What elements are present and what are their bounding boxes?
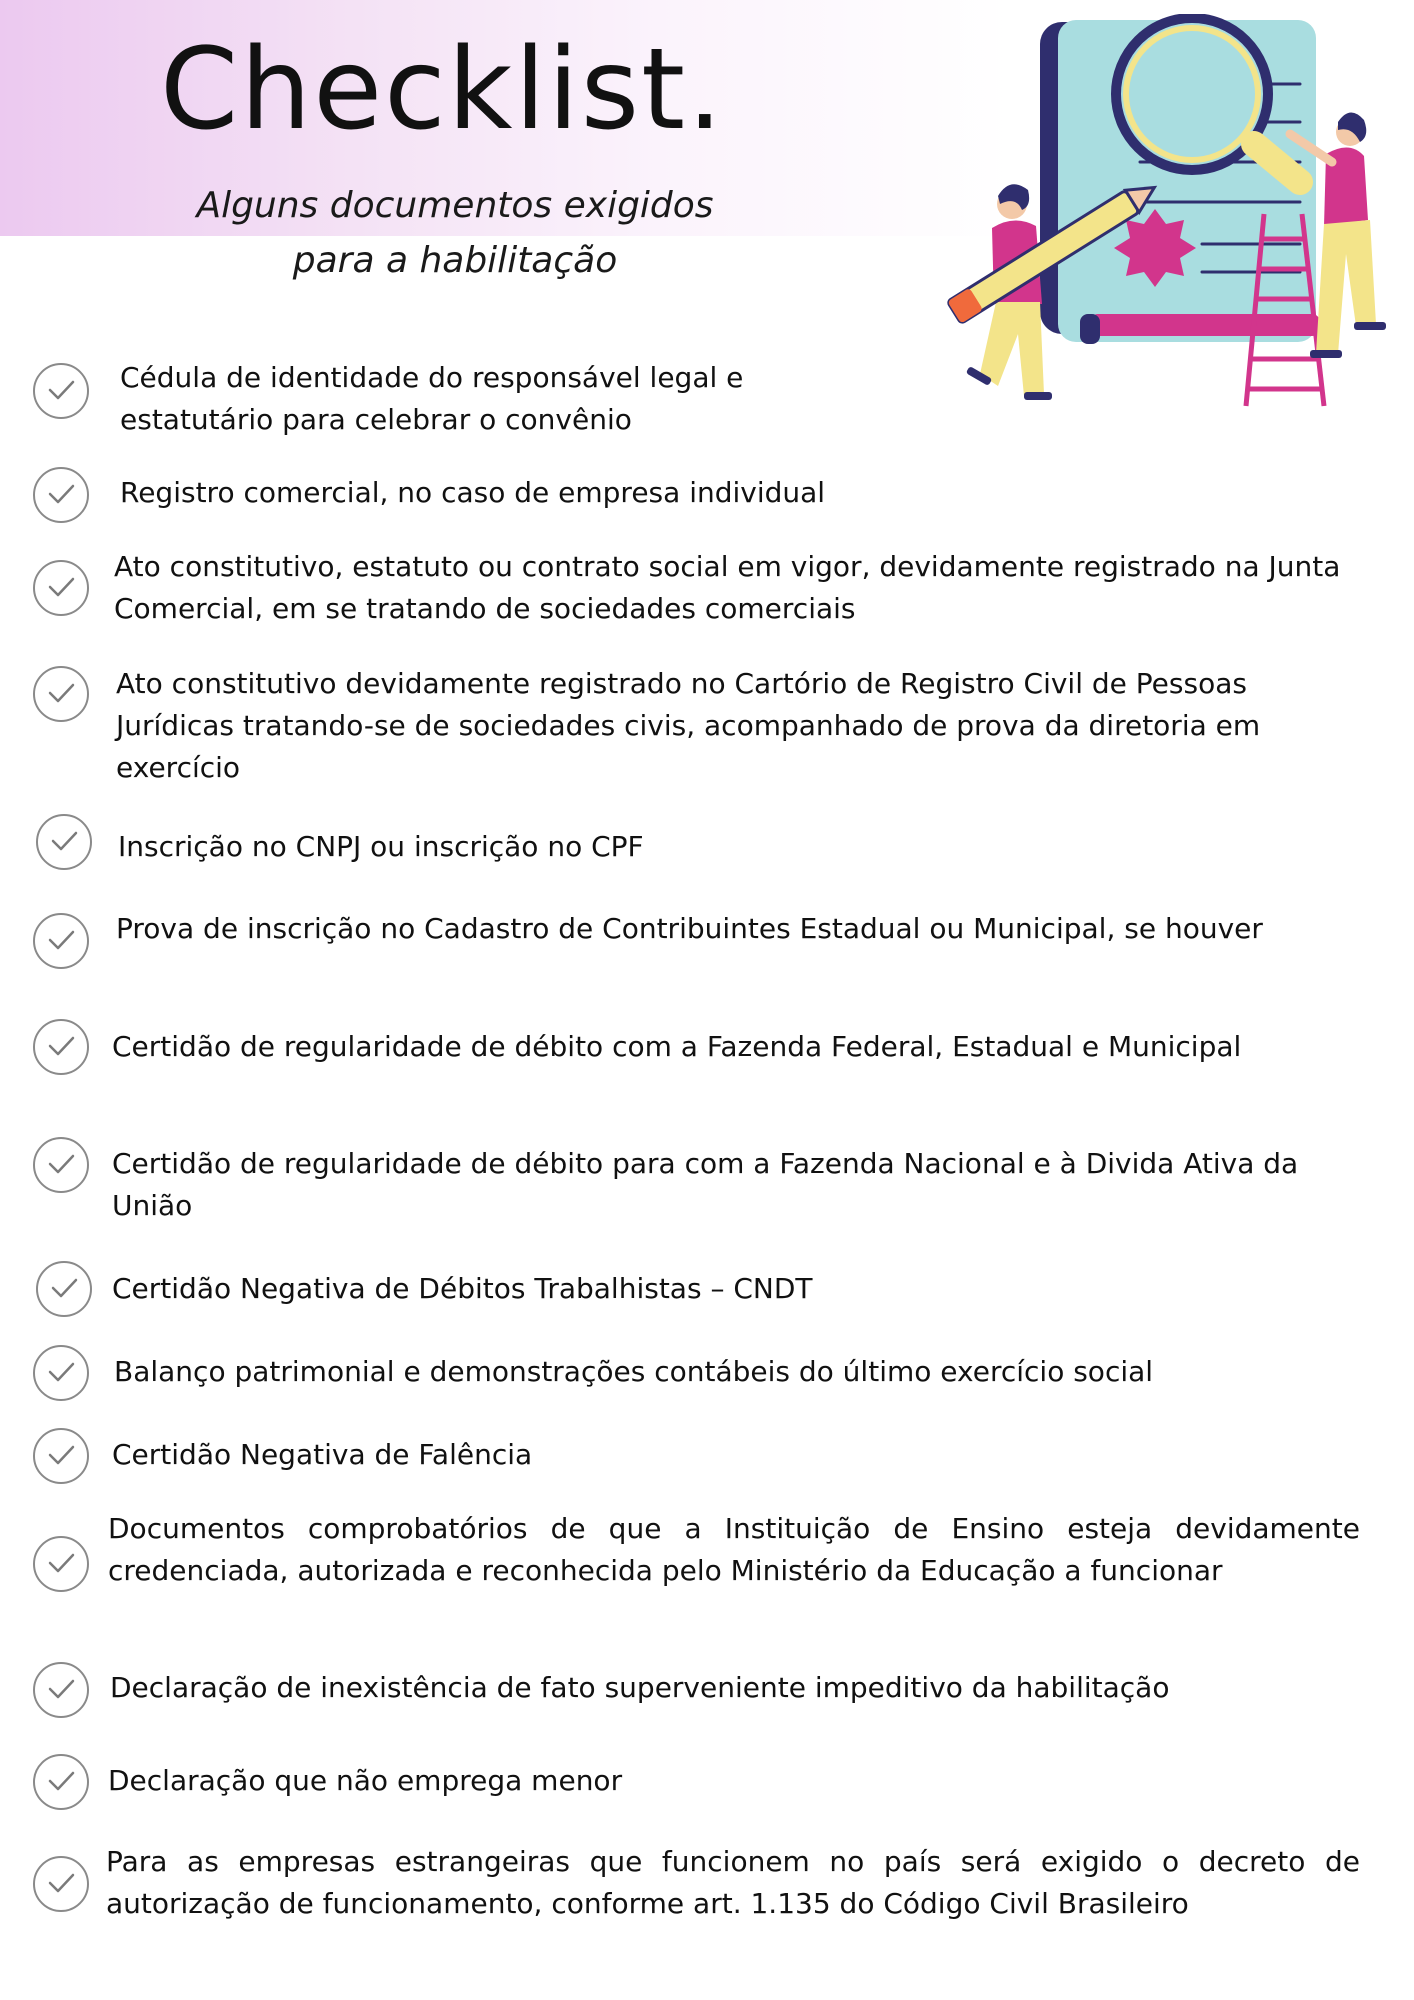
checklist-item: Para as empresas estrangeiras que funcionem no país será exigido o decreto de autorização de funcionamento, conforme art. 1.135 do Código Civil Brasileiro	[106, 1845, 1360, 1920]
checklist-item: Inscrição no CNPJ ou inscrição no CPF	[118, 830, 644, 863]
checklist-item: Cédula de identidade do responsável legal e estatutário para celebrar o convênio	[120, 361, 744, 436]
circle-check-icon	[33, 1536, 89, 1592]
page-subtitle	[130, 178, 780, 288]
circle-check-icon	[33, 1137, 89, 1193]
checklist-item: Registro comercial, no caso de empresa individual	[120, 476, 826, 509]
checklist-item: Certidão de regularidade de débito com a Fazenda Federal, Estadual e Municipal	[112, 1030, 1242, 1063]
circle-check-icon	[33, 560, 89, 616]
checklist-item: Certidão de regularidade de débito para com a Fazenda Nacional e à Divida Ativa da União	[112, 1147, 1299, 1222]
circle-check-icon	[33, 1662, 89, 1718]
checklist-item: Declaração de inexistência de fato superveniente impeditivo da habilitação	[110, 1671, 1170, 1704]
circle-check-icon	[33, 666, 89, 722]
subtitle-line-2: para a habilitação	[292, 240, 618, 281]
circle-check-icon	[33, 1345, 89, 1401]
checklist-item: Prova de inscrição no Cadastro de Contribuintes Estadual ou Municipal, se houver	[116, 912, 1263, 945]
circle-check-icon	[36, 814, 92, 870]
circle-check-icon	[33, 1019, 89, 1075]
checklist-item: Balanço patrimonial e demonstrações contábeis do último exercício social	[114, 1355, 1154, 1388]
circle-check-icon	[36, 1261, 92, 1317]
checklist-item: Ato constitutivo, estatuto ou contrato social em vigor, devidamente registrado na Junta Comercial, em se tratando de sociedades comerciais	[114, 550, 1341, 625]
checklist-item: Certidão Negativa de Falência	[112, 1438, 533, 1471]
checklist-item: Ato constitutivo devidamente registrado no Cartório de Registro Civil de Pessoas Jurídicas tratando-se de sociedades civis, acompanhado de prova da diretoria em exercício	[116, 667, 1261, 784]
circle-check-icon	[33, 1754, 89, 1810]
page-title: Checklist.	[160, 25, 725, 155]
circle-check-icon	[33, 467, 89, 523]
checklist-item: Documentos comprobatórios de que a Instituição de Ensino esteja devidamente credenciada, autorizada e reconhecida pelo Ministério da Educação a funcionar	[108, 1512, 1360, 1587]
circle-check-icon	[33, 913, 89, 969]
circle-check-icon	[33, 1856, 89, 1912]
people-reviewing-document-illustration	[940, 14, 1414, 414]
subtitle-line-1: Alguns documentos exigidos	[196, 185, 714, 226]
checklist-item: Declaração que não emprega menor	[108, 1764, 623, 1797]
circle-check-icon	[33, 363, 89, 419]
checklist-item: Certidão Negativa de Débitos Trabalhistas – CNDT	[112, 1272, 813, 1305]
circle-check-icon	[33, 1428, 89, 1484]
